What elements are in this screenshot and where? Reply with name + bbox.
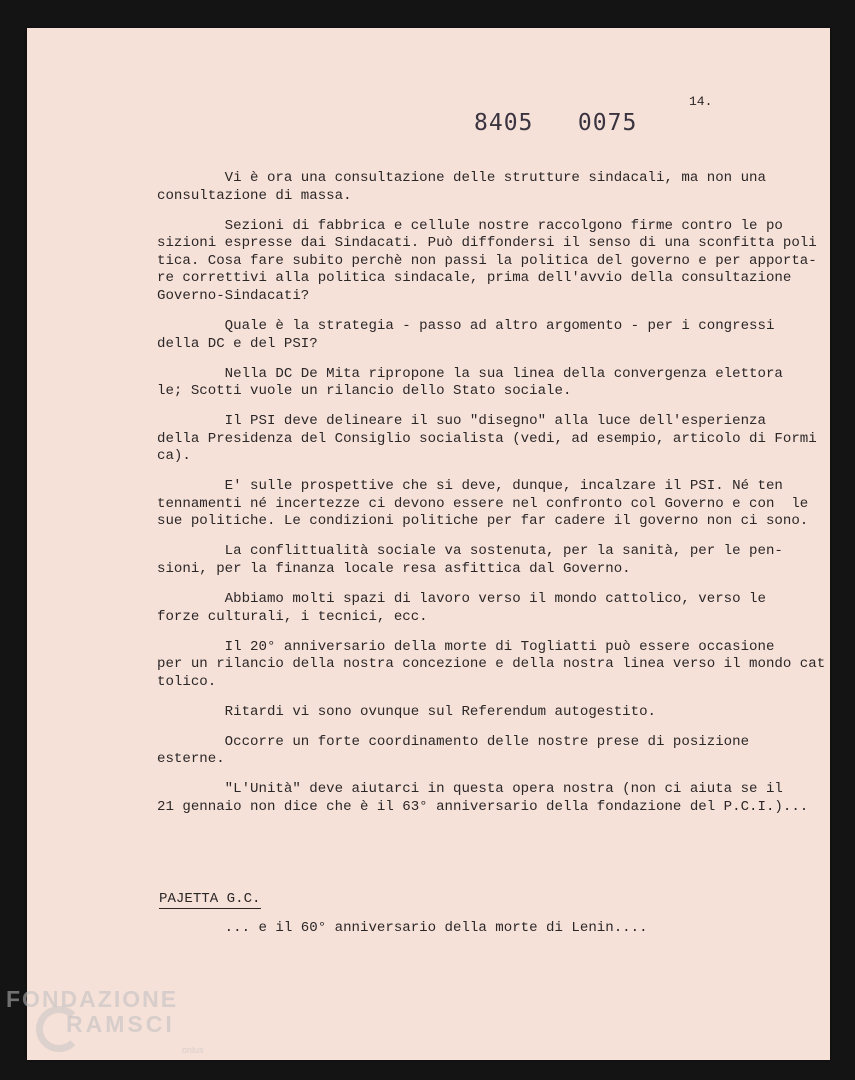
archive-code: 8405 0075 [474,110,638,136]
g-logo-icon [36,1006,82,1052]
speaker-remark: ... e il 60° anniversario della morte di Lenin.... [157,920,648,936]
paragraph: Il 20° anniversario della morte di Togliatti può essere occasione per un rilancio della nostra concezione e della nostra linea verso il mondo cat tolico. [157,638,826,690]
watermark-line-1: FONDAZIONE [6,986,179,1012]
watermark-line-2: RAMSCI [66,1011,175,1037]
paragraph: "L'Unità" deve aiutarci in questa opera nostra (non ci aiuta se il 21 gennaio non dice che è il 63° anniversario della fondazione del P.C.I.)... [157,781,809,815]
document-body [157,170,826,829]
paragraph: Sezioni di fabbrica e cellule nostre raccolgono firme contro le po sizioni espresse dai Sindacati. Può diffondersi il senso di una sconfitta poli tica. Cosa fare subito perchè non passi la politica del governo e per apporta- re correttivi alla politica sindacale, prima dell'avvio della consultazione Governo-Sindacati? [157,217,817,304]
paragraph: Quale è la strategia - passo ad altro argomento - per i congressi della DC e del PSI? [157,317,775,352]
speaker-heading: PAJETTA G.C. [159,891,261,907]
page-number: 14. [689,94,713,109]
fondazione-gramsci-watermark [6,986,204,1055]
paragraph: Occorre un forte coordinamento delle nostre prese di posizione esterne. [157,733,750,768]
paragraph: Ritardi vi sono ovunque sul Referendum autogestito. [157,703,656,720]
paragraph: La conflittualità sociale va sostenuta, per la sanità, per le pen- sioni, per la finanza locale resa asfittica dal Governo. [157,543,783,578]
paragraph: Abbiamo molti spazi di lavoro verso il mondo cattolico, verso le forze culturali, i tecnici, ecc. [157,591,766,625]
paragraph: E' sulle prospettive che si deve, dunque, incalzare il PSI. Né ten tennamenti né incertezze ci devono essere nel confronto col Governo e con le sue politiche. Le condizioni politiche per far cadere il governo non ci sono. [157,478,809,530]
paragraph: Nella DC De Mita ripropone la sua linea della convergenza elettora le; Scotti vuole un rilancio dello Stato sociale. [157,365,783,400]
document-page [27,28,830,1060]
paragraph: Il PSI deve delineare il suo "disegno" alla luce dell'esperienza della Presidenza del Consiglio socialista (vedi, ad esempio, articolo di Formi ca). [157,413,817,465]
paragraph: Vi è ora una consultazione delle strutture sindacali, ma non una consultazione di massa. [157,170,766,204]
watermark-sub: onlus [182,1045,204,1055]
